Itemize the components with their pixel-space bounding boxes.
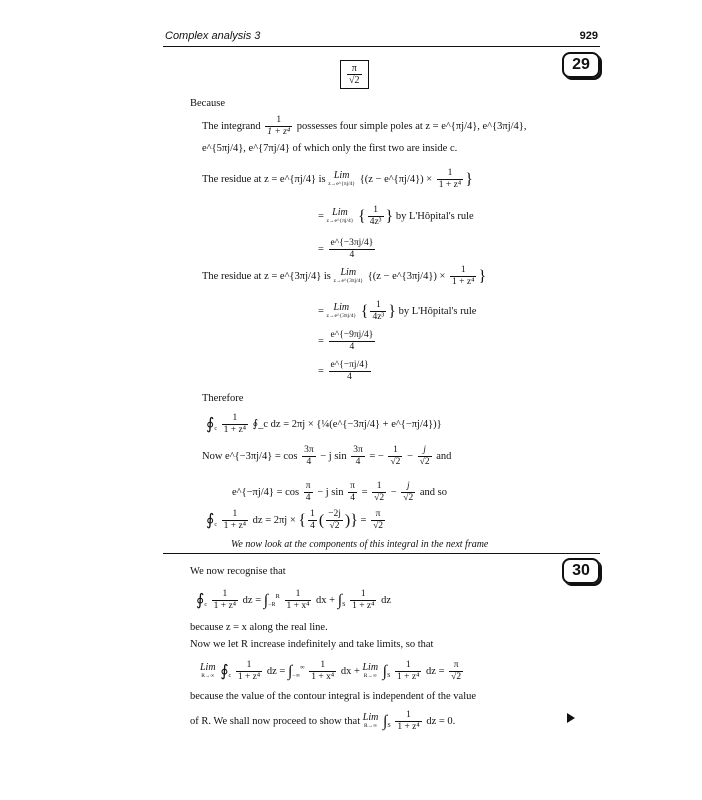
lower-limit: −∞ [292, 672, 300, 679]
lim-word: Lim [333, 169, 350, 181]
frac-den: √2 [390, 457, 401, 467]
lim-sub: R→∞ [201, 672, 215, 679]
frac-den: √2 [451, 672, 462, 682]
frac-den: 4 [349, 342, 355, 352]
lim-sub: z→e^{3πj/4} [333, 277, 364, 284]
frac-den: 4 [355, 457, 361, 467]
residue-2-step-2: = Lim z→e^{3πj/4} { $\frac{1}{\text{4z³}}$ } by L'Hôpital's rule [318, 300, 477, 322]
equals-minus: = − [369, 450, 384, 462]
frac-den: 1 + z⁴ [267, 127, 291, 137]
dx-plus: dx + [340, 665, 360, 677]
frac-num: 1 [437, 168, 463, 180]
frac-den: 1 + z⁴ [223, 425, 247, 435]
lim-word: Lim [333, 301, 350, 313]
lim-sub: R→∞ [364, 722, 378, 729]
equals: = [318, 335, 324, 347]
frac-den: 1 + x⁴ [286, 601, 310, 611]
limit-equation: Lim R→∞ $∮_c$ $\frac{1}{\text{1 + z⁴}}$ dz = $\int_{-\infty}^\infty$ $\frac{1}{\text{1 + x⁴}}$ dx + Lim R→∞ $\int_S$ $\frac{1}{\text{1 + z⁴}}$ dz = $\frac{\pi}{√2}$ [200, 660, 462, 682]
frac-den: 1 + z⁴ [438, 180, 462, 190]
proceed-line: of R. We shall now proceed to show that Lim R→∞ $\int_S$ $\frac{1}{\text{1 + z⁴}}$ dz = 0. [190, 710, 456, 732]
frame-number-badge: 30 [562, 558, 600, 584]
split-integral-eq: $∮_c$ $\frac{1}{\text{1 + z⁴}}$ dz = $\int_{-R}^R$ $\frac{1}{\text{1 + x⁴}}$ dx + $\int_S$ $\frac{1}{\text{1 + z⁴}}$ dz [196, 589, 392, 611]
frac-den: 4z³ [369, 217, 382, 227]
frac-num: π [449, 660, 463, 672]
lhopital-note: by L'Hôpital's rule [395, 210, 474, 222]
frac-num: 1 [395, 660, 421, 672]
frac-num: 1 [222, 509, 248, 521]
now-cos-line-2 [232, 481, 447, 504]
poles-text: possesses four simple poles at z = e^{πj/4}, e^{3πj/4}, [296, 120, 527, 132]
dz: dz [381, 594, 392, 606]
page-number: 929 [579, 30, 598, 42]
and-text: and [436, 450, 452, 462]
frac-den: 4 [349, 250, 355, 260]
residue-2-label: The residue at z = e^{3πj/4} is [202, 270, 331, 282]
frac-num: 1 [350, 589, 376, 601]
equals: = [318, 243, 324, 255]
frac-num: 1 [310, 509, 315, 519]
dz-equals: dz = [426, 665, 445, 677]
residue-2-line: The residue at z = e^{3πj/4} is Lim z→e^{3πj/4} {(z − e^{3πj/4}) × $\frac{1}{\text{1 + z⁴}}$ } [202, 265, 487, 287]
frac-den: 4z³ [372, 312, 385, 322]
upper-limit: R [275, 592, 280, 600]
lim-word: Lim [340, 266, 357, 278]
frac-num: 1 [370, 300, 386, 312]
residue-1-line: The residue at z = e^{πj/4} is Lim z→e^{πj/4} {(z − e^{πj/4}) × $\frac{1}{\text{1 + z⁴}}$ } [202, 168, 473, 190]
frac-den: 1 + z⁴ [237, 672, 261, 682]
frac-den: 4 [347, 372, 352, 382]
frac-den: 1 + x⁴ [311, 672, 335, 682]
equals: = [361, 486, 368, 498]
limit-intro: Now we let R increase indefinitely and take limits, so that [190, 639, 434, 650]
frac-num: e^{−3πj/4} [330, 238, 374, 248]
frame-divider [163, 553, 600, 554]
frac-den: √2 [374, 493, 385, 503]
lim-word: Lim [362, 711, 379, 723]
frac-num: π [305, 481, 311, 491]
frame-footer-note: We now look at the components of this integral in the next frame [231, 539, 489, 550]
dx-plus: dx + [316, 594, 336, 606]
boxed-denominator: √2 [349, 75, 360, 86]
residue-2-step-4 [318, 360, 373, 383]
minus: − [407, 450, 413, 462]
residue-2-step-3 [318, 330, 377, 353]
frac-num: 1 [388, 445, 402, 457]
contour-integral-eq: $∮_c$ $\frac{1}{\text{1 + z⁴}}$ ∮_c dz = 2πj × {¼(e^{−3πj/4} + e^{−πj/4})} [206, 413, 442, 435]
recognise-line: We now recognise that [190, 566, 286, 577]
lim-sub: z→e^{πj/4} [326, 217, 354, 224]
frac-den: 4 [305, 493, 311, 503]
lower-limit: −R [268, 601, 276, 608]
residue-1-step-3 [318, 238, 377, 261]
now-cos-line-1 [202, 445, 451, 468]
minus: − [390, 486, 397, 498]
residue-1-expr: {(z − e^{πj/4}) × [359, 173, 433, 185]
lim-sub: z→e^{πj/4} [328, 180, 356, 187]
frac-num: π [350, 481, 355, 491]
contour-label: S [387, 672, 391, 679]
upper-limit: ∞ [300, 663, 305, 671]
dz-zero: dz = 0. [426, 715, 456, 727]
cos-text: e^{−πj/4} = cos [232, 486, 300, 498]
frac-num: 1 [372, 481, 386, 493]
therefore-label: Therefore [202, 393, 244, 404]
boxed-numerator: π [347, 63, 362, 75]
lim-sub: R→∞ [363, 672, 377, 679]
jsin-text: − j sin [320, 450, 347, 462]
frac-num: e^{−9πj/4} [330, 330, 374, 340]
header-rule [163, 46, 600, 47]
frac-den: 1 + z⁴ [452, 277, 475, 287]
frac-den: 4 [310, 521, 315, 531]
because-label: Because [190, 98, 225, 109]
frac-num: 3π [353, 445, 363, 455]
frac-num: e^{−πj/4} [330, 360, 369, 370]
frac-num: 1 [285, 589, 312, 601]
equals: = [318, 305, 324, 317]
proceed-text: of R. We shall now proceed to show that [190, 715, 361, 727]
frac-num: π [371, 509, 385, 521]
equals: dz = [266, 665, 286, 677]
frac-num: 1 [368, 205, 384, 217]
residue-1-label: The residue at z = e^{πj/4} is [202, 173, 326, 185]
frac-num: −2j [328, 509, 341, 519]
frac-den: 1 + z⁴ [397, 722, 420, 732]
result-text: dz = 2πj × [252, 514, 296, 526]
lhopital-note: by L'Hôpital's rule [398, 305, 477, 317]
frac-den: 4 [350, 493, 355, 503]
frac-den: 1 + z⁴ [213, 601, 237, 611]
frac-den: √2 [329, 521, 340, 531]
and-so-text: and so [419, 486, 447, 498]
equals: = [360, 514, 367, 526]
contour-label: S [387, 722, 391, 729]
lim-word: Lim [332, 206, 348, 218]
frac-num: j [418, 445, 432, 457]
frac-num: 1 [212, 589, 238, 601]
frac-num: 1 [309, 660, 336, 672]
contour-integral-rhs: ∮_c dz = 2πj × {¼(e^{−3πj/4} + e^{−πj/4})} [252, 418, 442, 430]
contour-label: S [342, 601, 346, 608]
residue-1-step-2: = Lim z→e^{πj/4} { $\frac{1}{\text{4z³}}$ } by L'Hôpital's rule [318, 205, 474, 227]
lim-word: Lim [362, 661, 379, 673]
lim-sub: z→e^{3πj/4} [326, 312, 357, 319]
frac-den: 1 + z⁴ [352, 601, 375, 611]
integrand-text: The integrand [202, 120, 261, 132]
lim-word: Lim [200, 661, 216, 673]
frac-den: 1 + z⁴ [397, 672, 420, 682]
equals: dz = [242, 594, 262, 606]
independence-note: because the value of the contour integral is independent of the value [190, 691, 477, 702]
now-text: Now e^{−3πj/4} = cos [202, 450, 298, 462]
frac-num: 1 [265, 115, 292, 127]
equals: = [318, 210, 324, 222]
frac-den: 4 [306, 457, 312, 467]
running-header-title: Complex analysis 3 [165, 30, 261, 42]
contour-integral-result: $∮_c$ $\frac{1}{\text{1 + z⁴}}$ dz = 2πj × { $\frac{1}{4}$ ( $\frac{-2j}{√2}$ )} = $\frac{\pi}{√2}$ [206, 509, 384, 531]
jsin-text: − j sin [317, 486, 344, 498]
frac-num: j [401, 481, 415, 493]
residue-2-expr: {(z − e^{3πj/4}) × [367, 270, 446, 282]
equals: = [318, 365, 324, 377]
frac-den: 1 + z⁴ [223, 521, 247, 531]
frac-num: 3π [304, 445, 314, 455]
frac-num: 1 [450, 265, 476, 277]
frac-num: 1 [236, 660, 262, 672]
boxed-result [340, 60, 369, 89]
frac-den: √2 [403, 493, 414, 503]
next-page-arrow-icon[interactable] [567, 713, 575, 723]
frac-num: 1 [222, 413, 248, 425]
frame-number-badge: 29 [562, 52, 600, 78]
real-line-note: because z = x along the real line. [190, 622, 328, 633]
frac-den: √2 [373, 521, 384, 531]
integrand-line [202, 115, 526, 138]
poles-line-2: e^{5πj/4}, e^{7πj/4} of which only the first two are inside c. [202, 143, 458, 154]
frac-den: √2 [419, 457, 430, 467]
frac-num: 1 [395, 710, 421, 722]
